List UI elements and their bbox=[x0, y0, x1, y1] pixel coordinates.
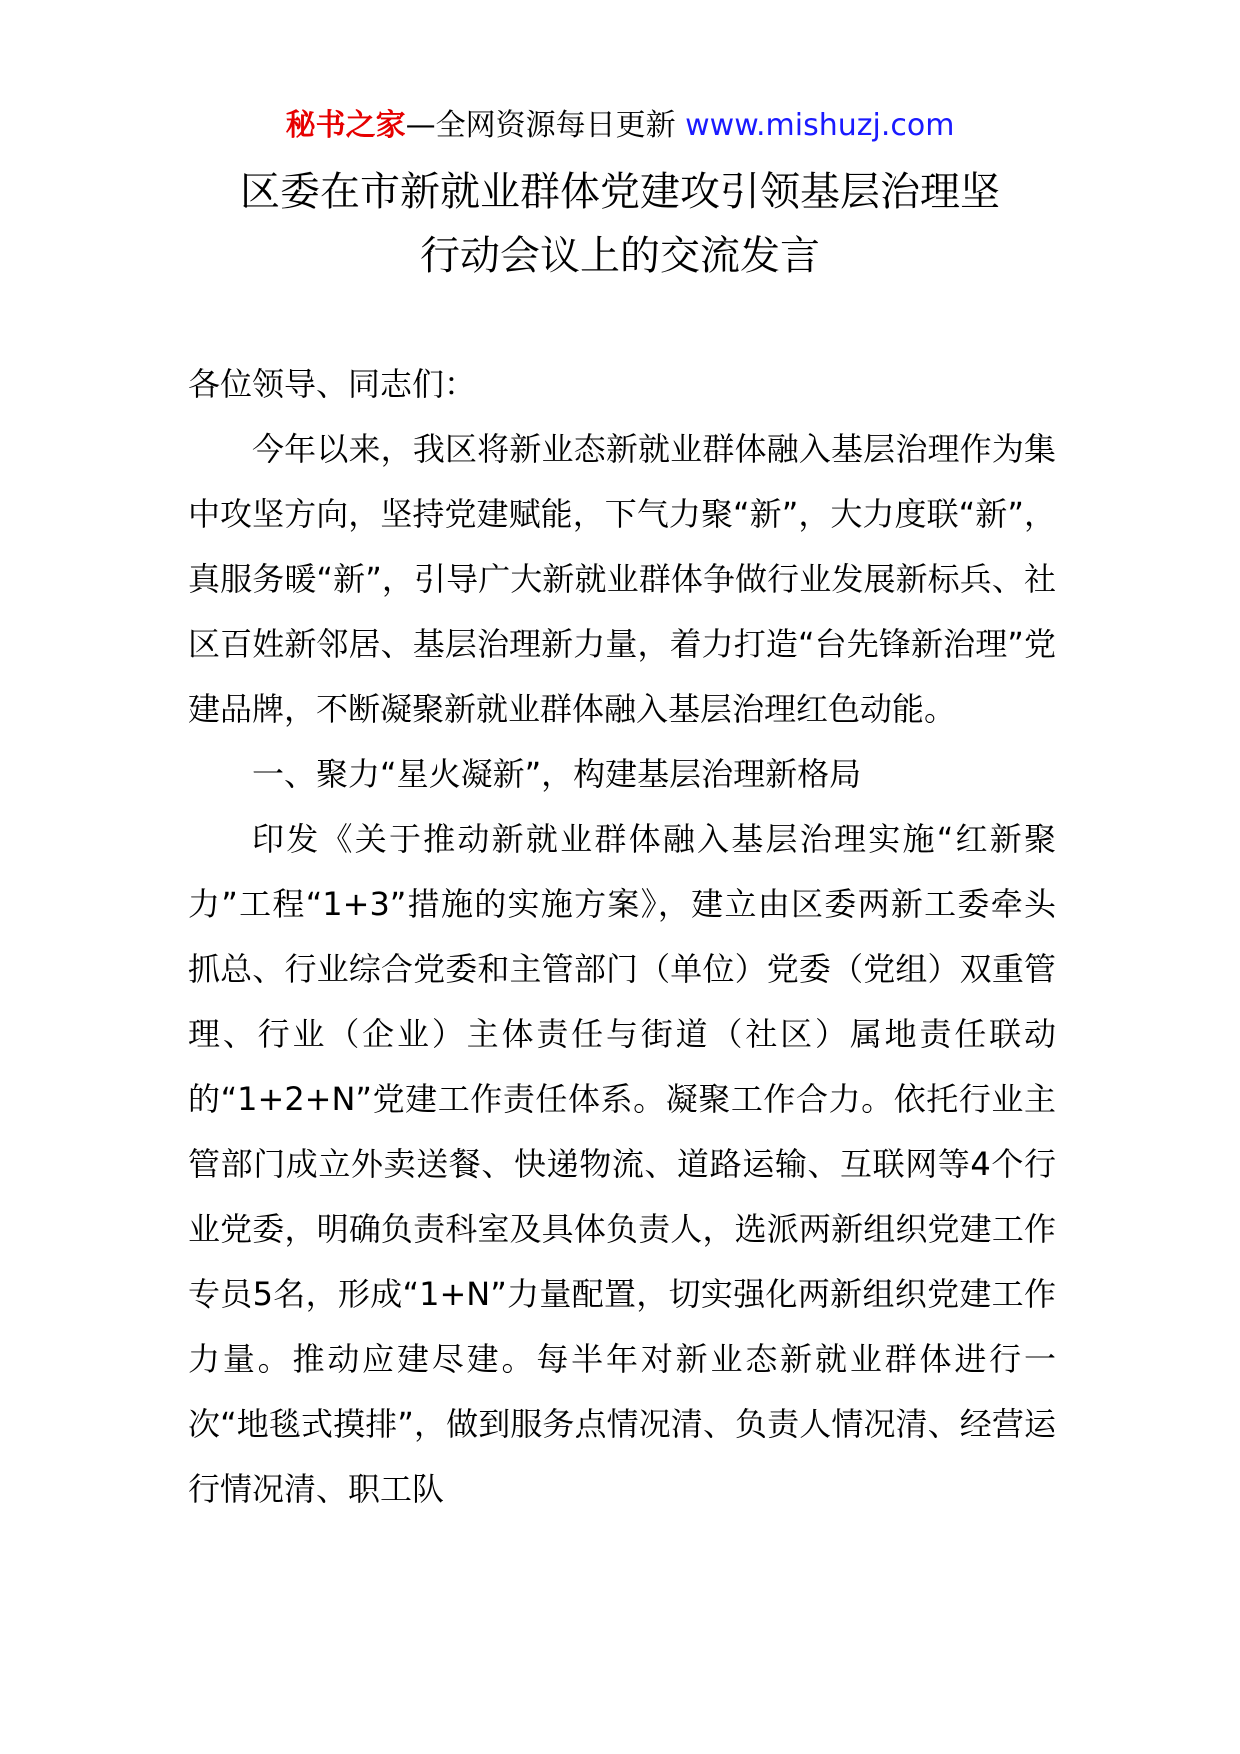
banner-site-link[interactable]: www.mishuzj.com bbox=[685, 108, 955, 143]
intro-paragraph: 今年以来，我区将新业态新就业群体融入基层治理作为集中攻坚方向，坚持党建赋能，下气力聚“新”，大力度联“新”，真服务暖“新”，引导广大新就业群体争做行业发展新标兵、社区百姓新邻居、基层治理新力量，着力打造“台先锋新治理”党建品牌，不断凝聚新就业群体融入基层治理红色动能。 bbox=[188, 430, 1056, 728]
title-line-1: 区委在市新就业群体党建攻引领基层治理坚 bbox=[240, 169, 1000, 215]
document-body bbox=[188, 352, 1056, 1522]
section-1-paragraph: 印发《关于推动新就业群体融入基层治理实施“红新聚力”工程“1+3”措施的实施方案》，建立由区委两新工委牵头抓总、行业综合党委和主管部门（单位）党委（党组）双重管理、行业（企业）主体责任与街道（社区）属地责任联动的“1+2+N”党建工作责任体系。凝聚工作合力。依托行业主管部门成立外卖送餐、快递物流、道路运输、互联网等4个行业党委，明确负责科室及具体负责人，选派两新组织党建工作专员5名，形成“1+N”力量配置，切实强化两新组织党建工作力量。推动应建尽建。每半年对新业态新就业群体进行一次“地毯式摸排”，做到服务点情况清、负责人情况清、经营运行情况清、职工队 bbox=[188, 820, 1056, 1508]
banner-slogan: —全网资源每日更新 bbox=[405, 108, 676, 143]
document-title bbox=[0, 160, 1240, 288]
salutation: 各位领导、同志们： bbox=[188, 365, 477, 403]
site-banner bbox=[0, 104, 1240, 148]
title-line-2: 行动会议上的交流发言 bbox=[420, 233, 820, 279]
section-heading-1: 一、聚力“星火凝新”，构建基层治理新格局 bbox=[252, 755, 862, 793]
banner-brand: 秘书之家 bbox=[285, 108, 406, 143]
